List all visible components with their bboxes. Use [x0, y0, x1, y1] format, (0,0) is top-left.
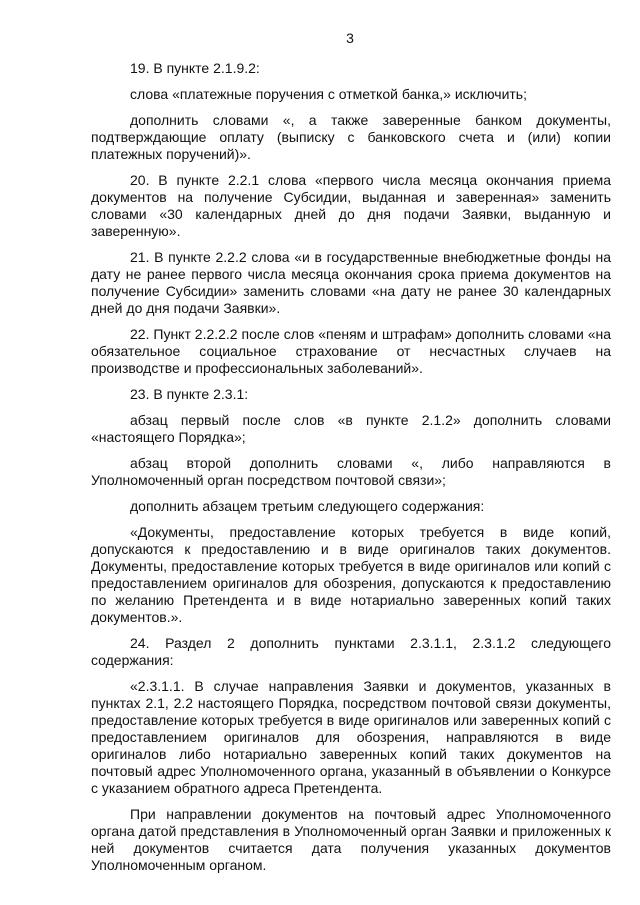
- paragraph-19-add: дополнить словами «, а также заверенные банком документы, подтверждающие оплату (выписку с банковского счета и (или) копии платежных поручений)».: [91, 112, 611, 162]
- paragraph-23-heading: 23. В пункте 2.3.1:: [130, 386, 249, 402]
- paragraph-22: 22. Пункт 2.2.2.2 после слов «пеням и штрафам» дополнить словами «на обязательное социальное страхование от несчастных случаев на производстве и профессиональных заболеваний».: [91, 326, 611, 376]
- paragraph-23-third-text: «Документы, предоставление которых требуется в виде копий, допускаются к предоставлению и в виде оригиналов таких документов. Документы, предоставление которых требуется в виде оригиналов или копий с предоставлением оригиналов для обозрения, допускаются к предоставлению по желанию Претендента и в виде нотариально заверенных копий таких документов.».: [91, 524, 611, 625]
- paragraph-21: 21. В пункте 2.2.2 слова «и в государственные внебюджетные фонды на дату не ранее первого числа месяца окончания срока приема документов на получение Субсидии» заменить словами «на дату не ранее 30 календарных дней до дня подачи Заявки».: [91, 249, 611, 316]
- paragraph-23-first-abzac: абзац первый после слов «в пункте 2.1.2» дополнить словами «настоящего Порядка»;: [91, 412, 611, 445]
- document-body: [91, 60, 611, 883]
- paragraph-19-exclude: слова «платежные поручения с отметкой банка,» исключить;: [130, 86, 527, 102]
- paragraph-postal-date: При направлении документов на почтовый адрес Уполномоченного органа датой представления в Уполномоченный орган Заявки и приложенных к ней документов считается дата получения указанных документов Уполномоченным органом.: [91, 806, 611, 873]
- paragraph-23-second-abzac: абзац второй дополнить словами «, либо направляются в Уполномоченный орган посредством почтовой связи»;: [91, 455, 611, 488]
- paragraph-24-heading: 24. Раздел 2 дополнить пунктами 2.3.1.1, 2.3.1.2 следующего содержания:: [91, 635, 611, 668]
- paragraph-19-heading: 19. В пункте 2.1.9.2:: [130, 60, 260, 76]
- paragraph-2-3-1-1: «2.3.1.1. В случае направления Заявки и документов, указанных в пунктах 2.1, 2.2 настоящего Порядка, посредством почтовой связи документы, предоставление которых требуется в виде оригиналов или заверенных копий с предоставлением оригиналов для обозрения, направляются в виде оригиналов либо нотариально заверенных копий таких документов на почтовый адрес Уполномоченного органа, указанный в объявлении о Конкурсе с указанием обратного адреса Претендента.: [91, 678, 611, 796]
- paragraph-23-add-third: дополнить абзацем третьим следующего содержания:: [130, 498, 485, 514]
- page-number: 3: [346, 30, 354, 46]
- paragraph-20: 20. В пункте 2.2.1 слова «первого числа месяца окончания приема документов на получение Субсидии, выданная и заверенная» заменить словами «30 календарных дней до дня подачи Заявки, выданную и заверенную».: [91, 172, 611, 239]
